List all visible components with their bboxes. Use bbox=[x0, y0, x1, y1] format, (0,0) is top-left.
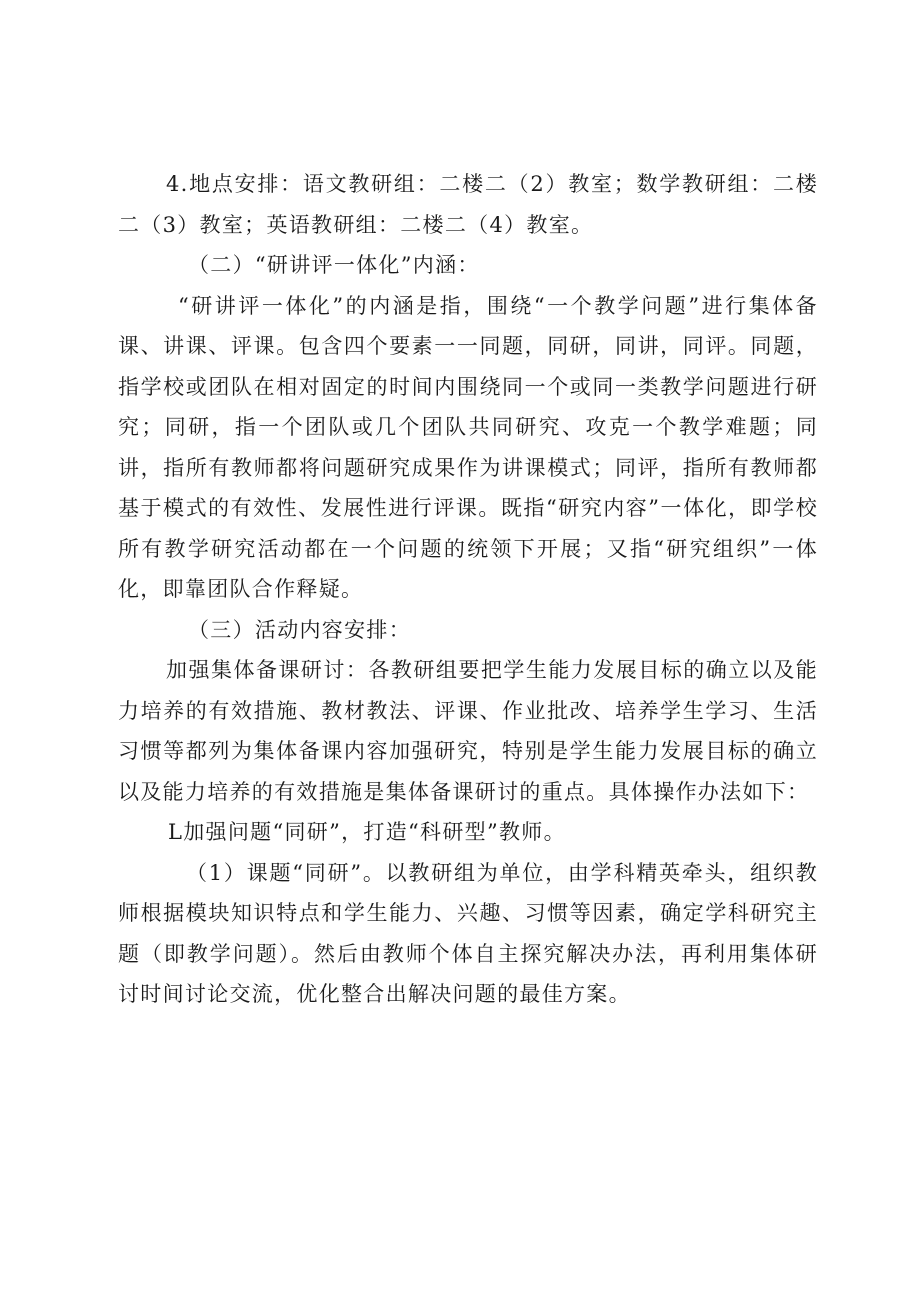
document-body bbox=[118, 164, 818, 1015]
paragraph-collective-prep: 加强集体备课研讨：各教研组要把学生能力发展目标的确立以及能力培养的有效措施、教材教法、评课、作业批改、培养学生学习、生活习惯等都列为集体备课内容加强研究，特别是学生能力发展目标的确立以及能力培养的有效措施是集体备课研讨的重点。具体操作办法如下： bbox=[118, 658, 818, 804]
list-item-1: L加强问题“同研”，打造“科研型”教师。 bbox=[168, 820, 566, 844]
paragraph-location: 4.地点安排：语文教研组：二楼二（2）教室；数学教研组：二楼二（3）教室；英语教研组：二楼二（4）教室。 bbox=[118, 172, 818, 237]
paragraph-connotation: “研讲评一体化”的内涵是指，围绕“一个教学问题”进行集体备课、讲课、评课。包含四个要素一一同题，同研，同讲，同评。同题，指学校或团队在相对固定的时间内围绕同一个或同一类教学问题进行研究；同研，指一个团队或几个团队共同研究、攻克一个教学难题；同讲，指所有教师都将问题研究成果作为讲课模式；同评，指所有教师都基于模式的有效性、发展性进行评课。既指“研究内容”一体化，即学校所有教学研究活动都在一个问题的统领下开展；又指“研究组织”一体化，即靠团队合作释疑。 bbox=[118, 293, 818, 601]
sub-item-1: （1）课题“同研”。以教研组为单位，由学科精英牵头，组织教师根据模块知识特点和学生能力、兴趣、习惯等因素，确定学科研究主题（即教学问题）。然后由教师个体自主探究解决办法，再利用集体研讨时间讨论交流，优化整合出解决问题的最佳方案。 bbox=[118, 860, 818, 1006]
section-heading-connotation: （二）“研讲评一体化”内涵： bbox=[188, 253, 480, 277]
section-heading-activities: （三）活动内容安排： bbox=[188, 617, 411, 642]
